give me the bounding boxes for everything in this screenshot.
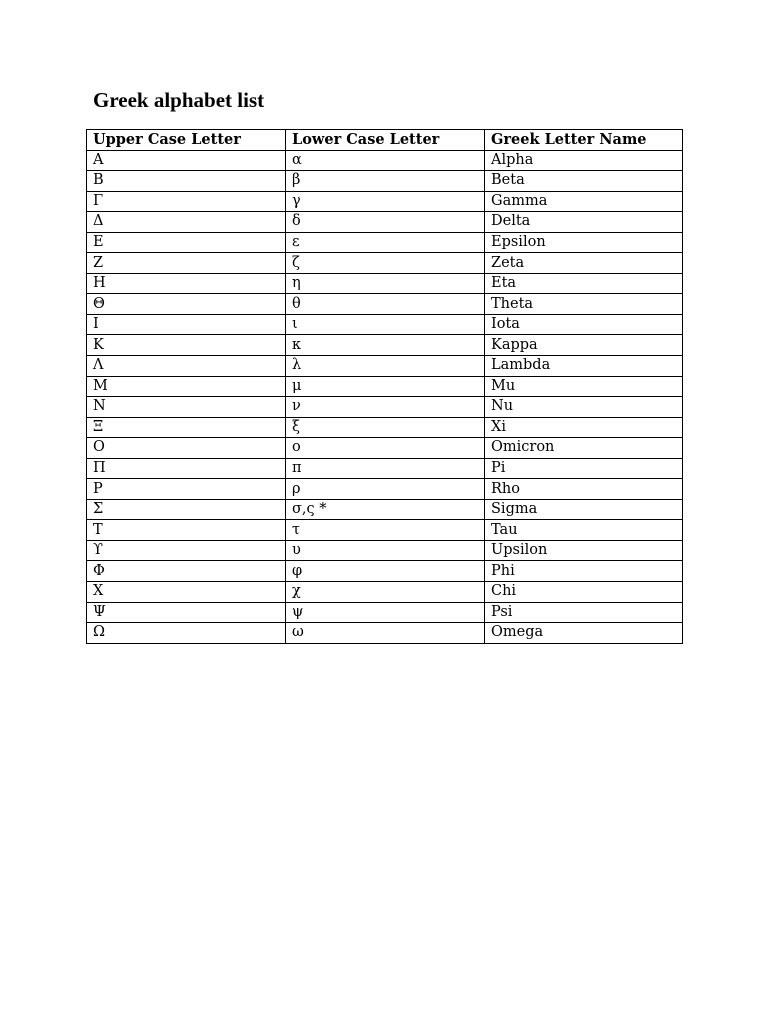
letter-name-cell: Kappa <box>485 335 683 356</box>
letter-name-cell: Xi <box>485 417 683 438</box>
upper-case-cell: Λ <box>87 356 286 377</box>
lower-case-cell: ε <box>286 232 485 253</box>
lower-case-cell: θ <box>286 294 485 315</box>
letter-name-cell: Epsilon <box>485 232 683 253</box>
upper-case-cell: Φ <box>87 561 286 582</box>
lower-case-cell: μ <box>286 376 485 397</box>
table-row <box>87 150 683 171</box>
lower-case-cell: τ <box>286 520 485 541</box>
upper-case-cell: Μ <box>87 376 286 397</box>
table-row <box>87 335 683 356</box>
letter-name-cell: Alpha <box>485 150 683 171</box>
upper-case-cell: Η <box>87 273 286 294</box>
letter-name-cell: Zeta <box>485 253 683 274</box>
upper-case-cell: ϒ <box>87 540 286 561</box>
lower-case-cell: υ <box>286 540 485 561</box>
upper-case-cell: Α <box>87 150 286 171</box>
table-row <box>87 438 683 459</box>
lower-case-cell: δ <box>286 212 485 233</box>
table-row <box>87 540 683 561</box>
table-row <box>87 191 683 212</box>
upper-case-cell: Ο <box>87 438 286 459</box>
letter-name-cell: Tau <box>485 520 683 541</box>
table-row <box>87 499 683 520</box>
table-row <box>87 376 683 397</box>
letter-name-cell: Phi <box>485 561 683 582</box>
letter-name-cell: Chi <box>485 582 683 603</box>
lower-case-cell: φ <box>286 561 485 582</box>
column-header-lower-case: Lower Case Letter <box>286 130 485 151</box>
upper-case-cell: Ι <box>87 314 286 335</box>
upper-case-cell: Θ <box>87 294 286 315</box>
table-row <box>87 458 683 479</box>
lower-case-cell: α <box>286 150 485 171</box>
upper-case-cell: Δ <box>87 212 286 233</box>
table-row <box>87 273 683 294</box>
letter-name-cell: Omicron <box>485 438 683 459</box>
upper-case-cell: Τ <box>87 520 286 541</box>
lower-case-cell: ν <box>286 397 485 418</box>
upper-case-cell: Ε <box>87 232 286 253</box>
lower-case-cell: ζ <box>286 253 485 274</box>
upper-case-cell: Κ <box>87 335 286 356</box>
table-row <box>87 356 683 377</box>
upper-case-cell: Ρ <box>87 479 286 500</box>
letter-name-cell: Eta <box>485 273 683 294</box>
lower-case-cell: κ <box>286 335 485 356</box>
letter-name-cell: Beta <box>485 171 683 192</box>
lower-case-cell: σ,ς * <box>286 499 485 520</box>
lower-case-cell: ξ <box>286 417 485 438</box>
letter-name-cell: Sigma <box>485 499 683 520</box>
table-row <box>87 479 683 500</box>
lower-case-cell: ψ <box>286 602 485 623</box>
table-row <box>87 520 683 541</box>
column-header-upper-case: Upper Case Letter <box>87 130 286 151</box>
letter-name-cell: Lambda <box>485 356 683 377</box>
lower-case-cell: β <box>286 171 485 192</box>
upper-case-cell: Χ <box>87 582 286 603</box>
letter-name-cell: Pi <box>485 458 683 479</box>
letter-name-cell: Delta <box>485 212 683 233</box>
lower-case-cell: η <box>286 273 485 294</box>
table-row <box>87 582 683 603</box>
table-row <box>87 417 683 438</box>
table-row <box>87 314 683 335</box>
letter-name-cell: Iota <box>485 314 683 335</box>
letter-name-cell: Upsilon <box>485 540 683 561</box>
table-row <box>87 212 683 233</box>
lower-case-cell: λ <box>286 356 485 377</box>
upper-case-cell: Ψ <box>87 602 286 623</box>
upper-case-cell: Γ <box>87 191 286 212</box>
letter-name-cell: Mu <box>485 376 683 397</box>
table-row <box>87 561 683 582</box>
lower-case-cell: γ <box>286 191 485 212</box>
letter-name-cell: Rho <box>485 479 683 500</box>
greek-alphabet-table <box>86 129 683 644</box>
upper-case-cell: Ζ <box>87 253 286 274</box>
upper-case-cell: Ν <box>87 397 286 418</box>
letter-name-cell: Theta <box>485 294 683 315</box>
page-title: Greek alphabet list <box>93 88 265 112</box>
lower-case-cell: ω <box>286 623 485 644</box>
lower-case-cell: ο <box>286 438 485 459</box>
upper-case-cell: Β <box>87 171 286 192</box>
table-row <box>87 623 683 644</box>
lower-case-cell: ρ <box>286 479 485 500</box>
upper-case-cell: Σ <box>87 499 286 520</box>
column-header-letter-name: Greek Letter Name <box>485 130 683 151</box>
table-row <box>87 397 683 418</box>
table-row <box>87 294 683 315</box>
upper-case-cell: Ξ <box>87 417 286 438</box>
upper-case-cell: Ω <box>87 623 286 644</box>
table-header-row <box>87 130 683 151</box>
table-row <box>87 232 683 253</box>
lower-case-cell: ι <box>286 314 485 335</box>
letter-name-cell: Psi <box>485 602 683 623</box>
letter-name-cell: Gamma <box>485 191 683 212</box>
table-row <box>87 253 683 274</box>
table-row <box>87 602 683 623</box>
lower-case-cell: π <box>286 458 485 479</box>
table-body <box>87 150 683 643</box>
lower-case-cell: χ <box>286 582 485 603</box>
letter-name-cell: Nu <box>485 397 683 418</box>
letter-name-cell: Omega <box>485 623 683 644</box>
table-row <box>87 171 683 192</box>
upper-case-cell: Π <box>87 458 286 479</box>
